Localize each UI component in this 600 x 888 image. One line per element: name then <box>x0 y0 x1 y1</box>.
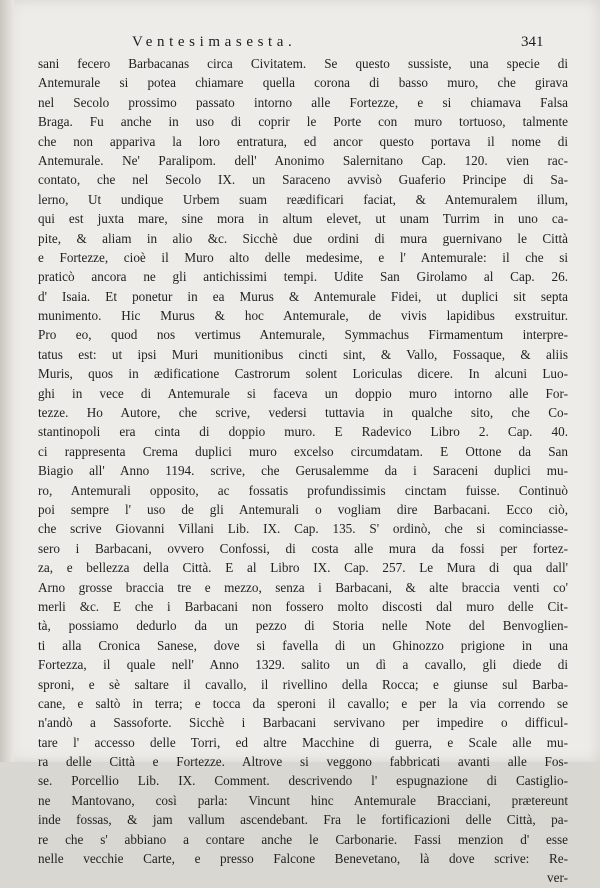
text-line: e Fortezze, cioè il Muro alto delle medesime, e l' Antemurale: il che si <box>38 249 568 265</box>
text-line: ne Mantovano, così parla: Vincunt hinc Antemurale Bracciani, prætereunt <box>38 792 568 808</box>
text-line: merli &c. E che i Barbacani non fossero molto discosti dal muro delle Cit- <box>38 598 568 614</box>
text-line: Antemurale. Ne' Paralipom. dell' Anonimo Salernitano Cap. 120. vien rac- <box>38 152 568 168</box>
text-line: tatus est: ut ipsi Muri munitionibus cincti sint, & Vallo, Fossaque, & aliis <box>38 346 568 362</box>
text-line: stantinopoli era cinta di doppio muro. E Radevico Libro 2. Cap. 40. <box>38 424 568 440</box>
text-line: poi sempre l' uso de gli Antemurali o vogliam dire Barbacani. Ecco ciò, <box>38 501 568 517</box>
text-line: pite, & aliam in alio &c. Sicchè due ordini di mura guernivano le Città <box>38 230 568 246</box>
text-line: inde fossas, & jam vallum ascendebant. Fra le fortificazioni delle Città, pa- <box>38 812 568 828</box>
text-line: ver- <box>547 870 568 886</box>
text-line: sero i Barbacani, ovvero Confossi, di costa alle mura da fossi per fortez- <box>38 540 568 556</box>
page-header <box>0 34 600 56</box>
text-line: Braga. Fu anche in uso di coprir le Porte con muro tortuoso, talmente <box>38 114 568 130</box>
text-line: ci rappresenta Crema duplici muro excelso circumdatam. E Ottone da San <box>38 443 568 459</box>
text-line: qui est juxta mare, sine mora in altum elevet, ut unam Turrim in uno ca- <box>38 211 568 227</box>
text-line: sani fecero Barbacanas circa Civitatem. Se questo sussiste, una specie di <box>38 56 568 71</box>
page-gutter-shadow <box>0 0 14 762</box>
text-line: Antemurale si potea chiamare quella corona di basso muro, che girava <box>38 75 568 91</box>
body-text <box>38 54 568 888</box>
text-line: d' Isaia. Et ponetur in ea Murus & Antemurale Fidei, ut duplici sit septa <box>38 288 568 304</box>
text-line: tare l' accesso delle Torri, ed altre Macchine di guerra, e Scale alle mu- <box>38 734 568 750</box>
text-line: n'andò a Sassoforte. Sicchè i Barbacani servivano per impedire o difficul- <box>38 715 568 731</box>
text-line: tà, possiamo dedurlo da un pezzo di Storia nelle Note del Benvoglien- <box>38 618 568 634</box>
text-line: cane, e saltò in terra; e tocca da speroni il cavallo; e per la via correndo se <box>38 695 568 711</box>
text-line: tezze. Ho Autore, che scrive, vedersi tuttavia in qualche sito, che Co- <box>38 405 568 421</box>
text-line: praticò ancora ne gli antichissimi tempi. Udite San Girolamo al Cap. 26. <box>38 269 568 285</box>
text-line: se. Porcellio Lib. IX. Comment. descrivendo l' espugnazione di Castiglio- <box>38 773 568 789</box>
page-number: 341 <box>521 34 544 50</box>
text-line: munimento. Hic Murus & hoc Antemurale, de vivis lapidibus exstruitur. <box>38 308 568 324</box>
text-line: ra delle Città e Fortezze. Altrove si veggono fabbricati avanti alle Fos- <box>38 754 568 770</box>
text-line: ghi in vece di Antemurale si faceva un doppio muro intorno alle For- <box>38 385 568 401</box>
text-line: Biagio all' Anno 1194. scrive, che Gerusalemme da i Saraceni duplici mu- <box>38 463 568 479</box>
text-line: re che s' abbiano a contare anche le Carbonarie. Fassi menzion d' esse <box>38 831 568 847</box>
running-title: Ventesimasesta. <box>132 34 297 50</box>
text-line: contato, che nel Secolo IX. un Saraceno avvisò Guaferio Principe di Sa- <box>38 172 568 188</box>
text-line: che non appariva la loro entratura, ed ancor questo portava il nome di <box>38 133 568 149</box>
text-line: nelle vecchie Carte, e presso Falcone Benevetano, là dove scrive: Re- <box>38 851 568 867</box>
text-line: Muris, quos in ædificatione Castrorum solent Loriculas dicere. In alcuni Luo- <box>38 366 568 382</box>
text-line: ti alla Cronica Sanese, dove si favella di un Ghinozzo prigione in una <box>38 637 568 653</box>
text-line: che scrive Giovanni Villani Lib. IX. Cap. 135. S' ordinò, che si cominciasse- <box>38 521 568 537</box>
text-line: sproni, e sè saltare il cavallo, il rivellino della Rocca; e giunse sul Barba- <box>38 676 568 692</box>
text-line: za, e bellezza della Città. E al Libro IX. Cap. 257. Le Mura di qua dall' <box>38 560 568 576</box>
text-line: nel Secolo prossimo passato intorno alle Fortezze, e si chiamava Falsa <box>38 94 568 110</box>
text-line: lerno, Ut undique Urbem suam reædificari faciat, & Antemuralem illum, <box>38 191 568 207</box>
text-line: Fortezza, il quale nell' Anno 1329. salito un dì a cavallo, gli diede di <box>38 657 568 673</box>
text-line: ro, Antemurali opposito, ac fossatis profundissimis cinctam fuisse. Continuò <box>38 482 568 498</box>
text-line: Arno grosse braccia tre e mezzo, senza i Barbacani, & alte braccia venti co' <box>38 579 568 595</box>
text-line: Pro eo, quod nos vertimus Antemurale, Symmachus Firmamentum interpre- <box>38 327 568 343</box>
